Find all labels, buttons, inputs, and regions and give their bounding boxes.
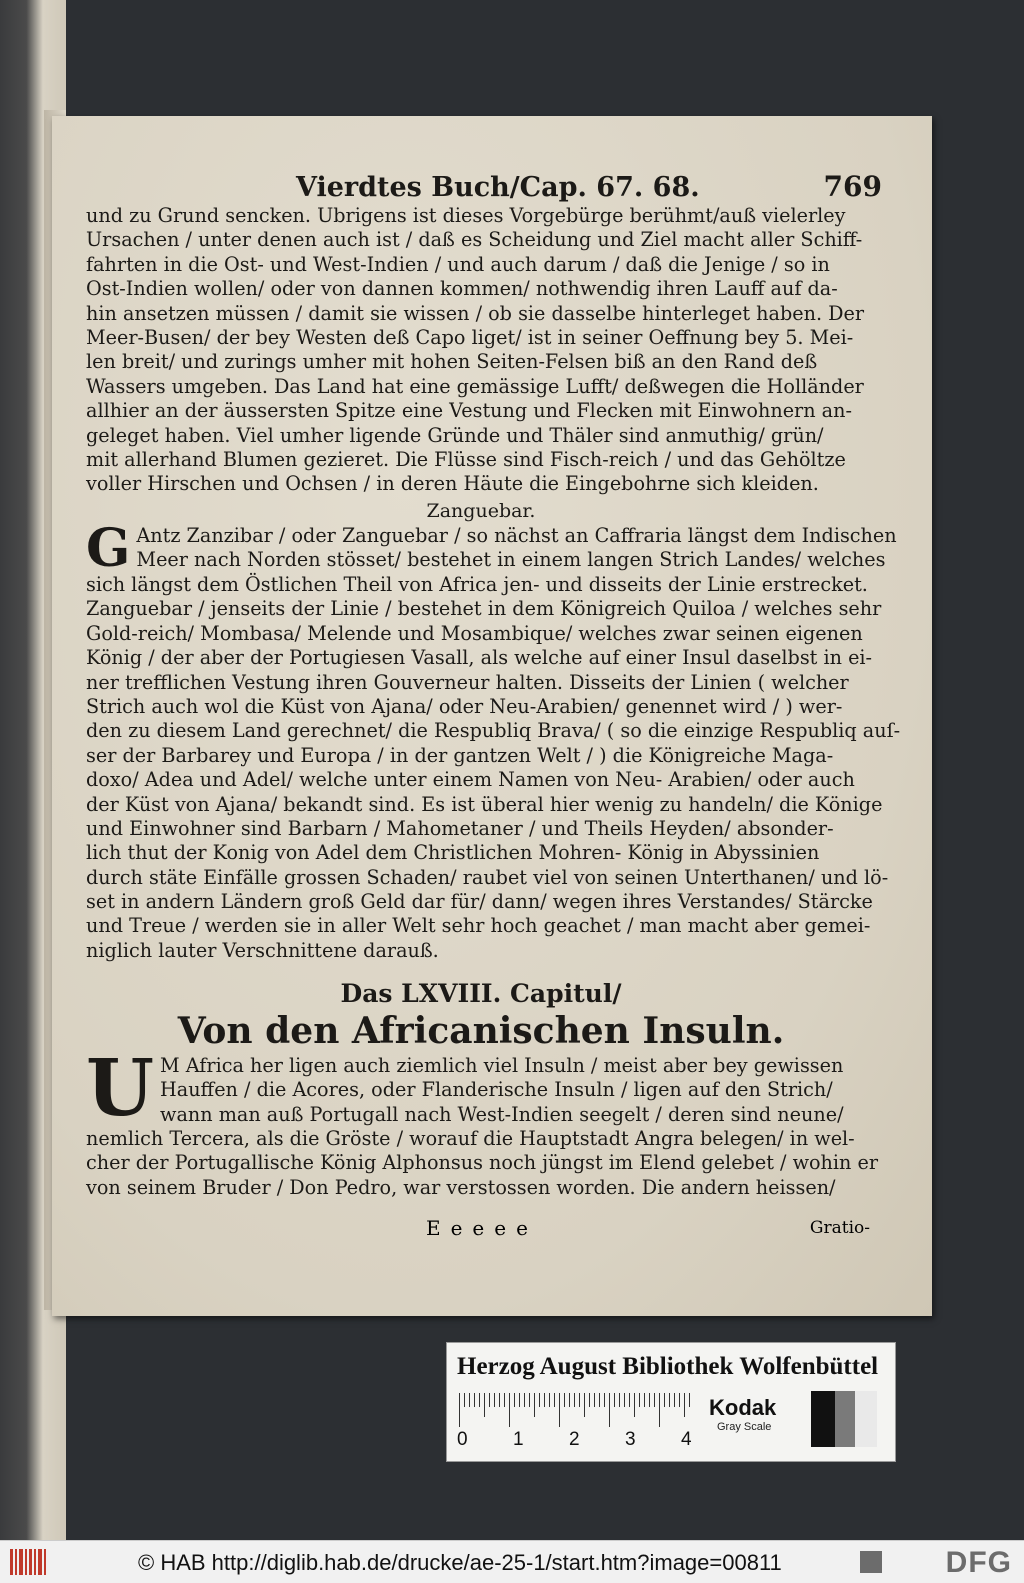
ruler-number: 1 — [513, 1429, 524, 1450]
ruler-tick — [499, 1393, 500, 1407]
text-line: sich längst dem Östlichen Theil von Africa jen- und disseits der Linie erstrecket. — [86, 573, 868, 596]
text-line: den zu diesem Land gerechnet/ die Respubliq Brava/ ( so die einzige Respubliq auſ- — [86, 719, 901, 743]
text-line: Strich auch wol die Küst von Ajana/ oder Neu-Arabien/ genennet wird / ) wer- — [86, 694, 843, 718]
ruler-tick — [574, 1393, 575, 1407]
chapter-title: Von den Africanischen Insuln. — [177, 1010, 785, 1052]
text-line: Wassers umgeben. Das Land hat eine gemässige Lufft/ deßwegen die Holländer — [86, 374, 864, 398]
ruler-tick — [459, 1393, 460, 1427]
ruler-tick — [474, 1393, 475, 1407]
ruler-tick — [509, 1393, 510, 1427]
book-page — [52, 116, 932, 1316]
gray-swatch — [835, 1391, 855, 1447]
ruler-tick — [644, 1393, 645, 1407]
ruler-tick — [649, 1393, 650, 1407]
ruler-tick — [584, 1393, 585, 1417]
text-line: ser der Barbarey und Europa / in der gantzen Welt / ) die Königreiche Maga- — [86, 743, 834, 767]
ruler-number: 3 — [625, 1429, 636, 1450]
paragraph-cape — [86, 204, 876, 497]
ruler-tick — [494, 1393, 495, 1407]
text-line: und Treue / werden sie in aller Welt sehr hoch geachet / man macht aber gemei- — [86, 914, 871, 938]
text-line: und Einwohner sind Barbarn / Mahometaner / und Theils Heyden/ absonder- — [86, 816, 834, 840]
text-line: ner trefflichen Vestung ihren Gouverneur halten. Disseits der Linien ( welcher — [86, 670, 849, 694]
ruler-tick — [669, 1393, 670, 1407]
scale-ruler — [459, 1393, 691, 1429]
text-line: cher der Portugallische König Alphonsus noch jüngst im Elend gelebet / wohin er — [86, 1151, 879, 1175]
signature-mark: Eeeee — [426, 1216, 538, 1240]
ruler-tick — [594, 1393, 595, 1407]
paragraph-zanguebar — [86, 518, 897, 579]
text-line: niglich lauter Verschnittene darauß. — [86, 938, 439, 962]
ruler-tick — [684, 1393, 685, 1417]
section-heading: Zanguebar. — [426, 500, 536, 522]
ruler-tick — [514, 1393, 515, 1407]
dfg-logo: DFG — [945, 1546, 1012, 1579]
ruler-tick — [604, 1393, 605, 1407]
text-line: fahrten in die Ost- und West-Indien / und auch darum / daß die Jenige / so in — [86, 252, 830, 276]
text-line: Antz Zanzibar / oder Zanguebar / so nächst an Caffraria längst dem Indischen — [136, 524, 897, 547]
ruler-tick — [504, 1393, 505, 1407]
page-number: 769 — [823, 170, 882, 203]
ruler-tick — [589, 1393, 590, 1407]
ruler-tick — [524, 1393, 525, 1407]
ruler-tick — [519, 1393, 520, 1407]
text-line: Ost-Indien wollen/ oder von dannen kommen/ nothwendig ihren Lauff auf da- — [86, 277, 838, 301]
ruler-tick — [544, 1393, 545, 1407]
ruler-tick — [624, 1393, 625, 1407]
gray-scale-label: Gray Scale — [717, 1421, 772, 1433]
ruler-tick — [559, 1393, 560, 1427]
ruler-tick — [599, 1393, 600, 1407]
ruler-tick — [614, 1393, 615, 1407]
text-line: Meer nach Norden stösset/ bestehet in einem langen Strich Landes/ welches — [136, 548, 886, 572]
text-line: der Küst von Ajana/ bekandt sind. Es ist überal hier wenig zu handeln/ die Könige — [86, 792, 883, 816]
paragraph-zanguebar-cont — [86, 573, 901, 963]
ruler-tick — [539, 1393, 540, 1407]
text-line: Hauffen / die Acores, oder Flanderische Insuln / ligen auf den Strich/ — [160, 1078, 833, 1102]
text-line: geleget haben. Viel umher ligende Gründe und Thäler sind anmuthig/ grün/ — [86, 423, 824, 447]
ruler-number: 2 — [569, 1429, 580, 1450]
text-line: lich thut der Konig von Adel dem Christlichen Mohren- König in Abyssinien — [86, 841, 820, 865]
text-line: allhier an der äussersten Spitze eine Vestung und Flecken mit Einwohnern an- — [86, 399, 852, 423]
ruler-tick — [484, 1393, 485, 1417]
text-line: nemlich Tercera, als die Gröste / worauf die Hauptstadt Angra belegen/ in wel- — [86, 1127, 855, 1150]
text-line: Meer-Busen/ der bey Westen deß Capo liget/ ist in seiner Oeffnung bey 5. Mei- — [86, 325, 854, 349]
running-head: Vierdtes Buch/Cap. 67. 68. — [296, 172, 700, 203]
ruler-tick — [479, 1393, 480, 1407]
ruler-tick — [679, 1393, 680, 1407]
hab-logo-icon — [10, 1549, 46, 1575]
text-line: len breit/ und zurings umher mit hohen Seiten-Felsen biß an den Rand deß — [86, 350, 818, 374]
page-footer — [86, 1216, 876, 1242]
ruler-tick — [609, 1393, 610, 1427]
copyright-link[interactable]: © HAB http://diglib.hab.de/drucke/ae-25-1/start.htm?image=00811 — [138, 1550, 782, 1575]
ruler-tick — [664, 1393, 665, 1407]
ruler-tick — [674, 1393, 675, 1407]
text-line: Gold-reich/ Mombasa/ Melende und Mosambique/ welches zwar seinen eigenen — [86, 621, 863, 645]
text-line: hin ansetzen müssen / damit sie wissen / ob sie dasselbe hinterleget haben. Der — [86, 301, 865, 325]
text-line: voller Hirschen und Ochsen / in deren Häute die Eingebohrne sich kleiden. — [86, 472, 819, 496]
text-line: set in andern Ländern groß Geld dar für/ dann/ wegen ihres Verstandes/ Stärcke — [86, 890, 873, 914]
drop-cap-g: G — [86, 518, 131, 579]
text-line: Ursachen / unter denen auch ist / daß es Scheidung und Ziel macht aller Schiff- — [86, 228, 863, 252]
ruler-tick — [639, 1393, 640, 1407]
black-swatch — [811, 1391, 835, 1447]
ruler-tick — [464, 1393, 465, 1407]
ruler-tick — [629, 1393, 630, 1407]
ruler-tick — [659, 1393, 660, 1427]
ruler-tick — [554, 1393, 555, 1407]
dfg-mark-icon — [860, 1551, 882, 1573]
library-color-card — [446, 1342, 896, 1462]
ruler-tick — [469, 1393, 470, 1407]
ruler-number: 0 — [457, 1429, 468, 1450]
chapter-label: Das LXVIII. Capitul/ — [340, 979, 622, 1008]
ruler-tick — [489, 1393, 490, 1407]
paragraph-islands — [86, 1043, 876, 1134]
ruler-tick — [689, 1393, 690, 1407]
text-line: doxo/ Adea und Adel/ welche unter einem Namen von Neu- Arabien/ oder auch — [86, 768, 855, 792]
text-line: König / der aber der Portugiesen Vasall, als welche auf einer Insul daselbst in ei- — [86, 646, 873, 670]
kodak-logo: Kodak — [709, 1395, 777, 1420]
ruler-tick — [534, 1393, 535, 1417]
ruler-tick — [579, 1393, 580, 1407]
library-name: Herzog August Bibliothek Wolfenbüttel — [457, 1353, 879, 1380]
paragraph-islands-cont — [86, 1127, 879, 1200]
drop-cap-u: U — [86, 1043, 155, 1134]
ruler-tick — [569, 1393, 570, 1407]
ruler-tick — [654, 1393, 655, 1407]
text-line: mit allerhand Blumen gezieret. Die Flüsse sind Fisch-reich / und das Gehöltze — [86, 447, 846, 471]
page-header — [86, 170, 882, 203]
text-line: durch stäte Einfälle grossen Schaden/ raubet viel von seinen Unterthanen/ und lö- — [86, 865, 889, 889]
ruler-tick — [529, 1393, 530, 1407]
ruler-tick — [564, 1393, 565, 1407]
text-line: und zu Grund sencken. Ubrigens ist dieses Vorgebürge berühmt/auß vielerley — [86, 204, 846, 227]
catchword: Gratio- — [809, 1218, 870, 1238]
ruler-tick — [619, 1393, 620, 1407]
text-line: Zanguebar / jenseits der Linie / bestehet in dem Königreich Quiloa / welches sehr — [86, 597, 882, 621]
ruler-tick — [549, 1393, 550, 1407]
ruler-tick — [634, 1393, 635, 1417]
text-line: von seinem Bruder / Don Pedro, war verstossen worden. Die andern heissen/ — [86, 1175, 836, 1199]
text-line: wann man auß Portugall nach West-Indien seegelt / deren sind neune/ — [160, 1102, 844, 1126]
ruler-number: 4 — [681, 1429, 692, 1450]
viewer-footer-bar — [0, 1540, 1024, 1583]
white-swatch — [855, 1391, 877, 1447]
ruler-numbers — [457, 1429, 697, 1453]
text-line: M Africa her ligen auch ziemlich viel Insuln / meist aber bey gewissen — [160, 1054, 844, 1077]
